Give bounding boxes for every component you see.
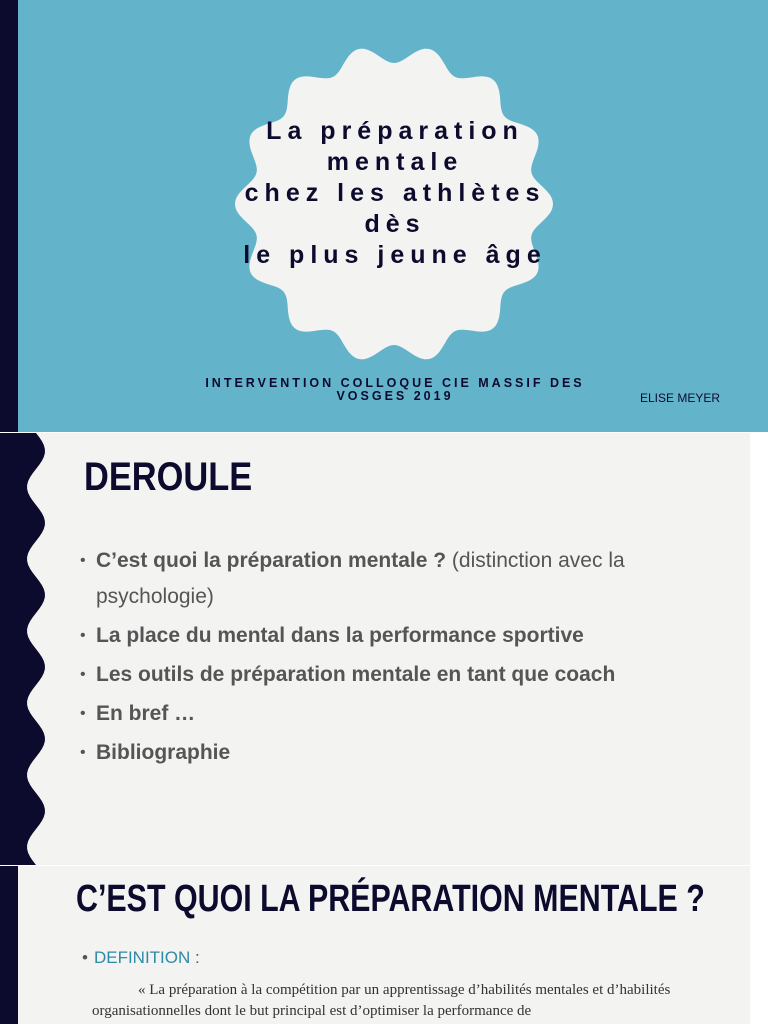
slide-subtitle [180, 377, 610, 403]
bullet: • [82, 948, 88, 967]
title-line: La préparation [266, 117, 524, 145]
list-item [80, 696, 730, 732]
definition-label: DEFINITION [93, 948, 191, 967]
title-line: mentale [326, 148, 464, 176]
subtitle-line: VOSGES 2019 [336, 389, 454, 403]
right-strip [750, 866, 768, 1024]
wavy-left-border [0, 433, 60, 865]
right-strip [750, 433, 768, 865]
title-line: chez les athlètes [244, 179, 546, 207]
list-item [80, 657, 730, 693]
agenda-list [80, 543, 730, 774]
definition-quote: « La préparation à la compétition par un apprentissage d’habilités mentales et d’habilités organisationnelles dont le but principal est d’optimiser la performance de [92, 982, 671, 1019]
title-slide [0, 0, 768, 432]
list-item [80, 618, 730, 654]
list-item-bold: Bibliographie [96, 741, 231, 764]
list-item [80, 543, 730, 615]
list-item-bold: La place du mental dans la performance sportive [96, 624, 584, 647]
list-item-bold: En bref … [96, 702, 196, 725]
author-name: ELISE MEYER [640, 391, 721, 405]
left-accent-bar [0, 0, 18, 432]
definition-slide [0, 866, 768, 1024]
title-line: dès [364, 210, 426, 238]
subtitle-line: INTERVENTION COLLOQUE CIE MASSIF DES [205, 376, 585, 390]
agenda-slide [0, 433, 768, 865]
list-item-normal: (distinction avec la psychologie) [96, 549, 625, 608]
title-line: le plus jeune âge [243, 241, 547, 269]
definition-line [82, 948, 200, 968]
slide-title [200, 116, 590, 271]
slide-heading: DEROULE [84, 455, 253, 499]
left-accent-bar [0, 866, 18, 1024]
slide-heading: C’EST QUOI LA PRÉPARATION MENTALE ? [76, 878, 705, 920]
list-item-bold: C’est quoi la préparation mentale ? [96, 549, 447, 572]
list-item [80, 735, 730, 771]
definition-suffix: : [190, 948, 200, 967]
list-item-bold: Les outils de préparation mentale en tant que coach [96, 663, 616, 686]
